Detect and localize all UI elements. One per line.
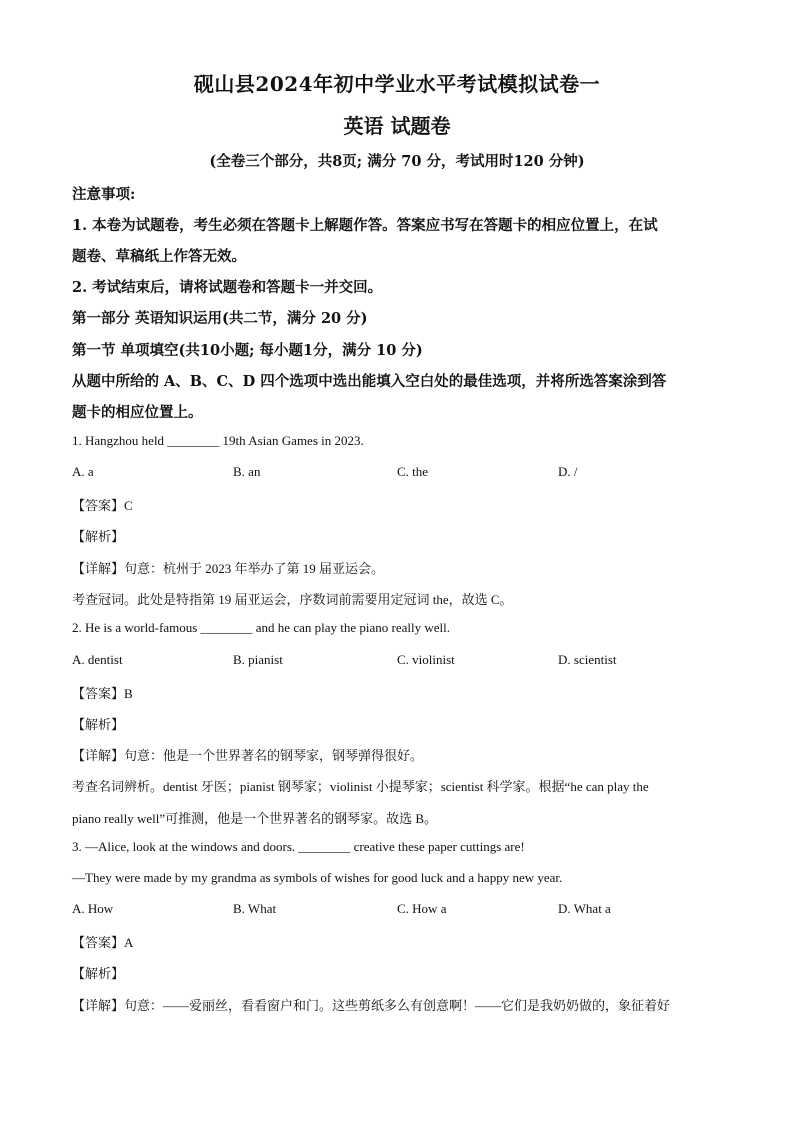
question-3-detail: 【详解】句意：——爱丽丝，看看窗户和门。这些剪纸多么有创意啊！——它们是我奶奶做的，象征着好 bbox=[72, 998, 671, 1013]
question-2-explanation-line-2: piano really well”可推测，他是一个世界著名的钢琴家。故选 B。 bbox=[72, 811, 438, 826]
question-2-option-c: C. violinist bbox=[397, 652, 455, 667]
part-1-heading: 第一部分 英语知识运用(共二节，满分 20 分) bbox=[72, 310, 368, 327]
question-3-stem-line-1: 3. —Alice, look at the windows and doors. ________ creative these paper cuttings are! bbox=[72, 839, 525, 854]
question-2-explanation-line-1: 考查名词辨析。dentist 牙医；pianist 钢琴家；violinist 小提琴家；scientist 科学家。根据“he can play the bbox=[72, 779, 649, 794]
question-1-option-d: D. / bbox=[558, 464, 578, 479]
exam-info: (全卷三个部分，共8页; 满分 70 分，考试用时120 分钟) bbox=[209, 153, 585, 170]
notice-heading: 注意事项: bbox=[72, 186, 136, 203]
instruction-line-2: 题卡的相应位置上。 bbox=[72, 404, 203, 421]
question-2-stem: 2. He is a world-famous ________ and he can play the piano really well. bbox=[72, 620, 450, 635]
question-1-option-b: B. an bbox=[233, 464, 261, 479]
question-2-option-a: A. dentist bbox=[72, 652, 123, 667]
question-3-option-b: B. What bbox=[233, 901, 277, 916]
question-1-explanation: 考查冠词。此处是特指第 19 届亚运会，序数词前需要用定冠词 the，故选 C。 bbox=[72, 592, 513, 607]
exam-title: 砚山县2024年初中学业水平考试模拟试卷一 bbox=[193, 72, 601, 96]
question-3-answer: 【答案】A bbox=[72, 935, 134, 950]
question-1-option-c: C. the bbox=[397, 464, 429, 479]
question-3-option-a: A. How bbox=[72, 901, 114, 916]
question-3-analysis: 【解析】 bbox=[72, 966, 125, 981]
question-3-option-c: C. How a bbox=[397, 901, 447, 916]
question-1-answer: 【答案】C bbox=[72, 498, 133, 513]
notice-item-1-line-2: 题卷、草稿纸上作答无效。 bbox=[72, 248, 246, 265]
question-1-stem: 1. Hangzhou held ________ 19th Asian Games in 2023. bbox=[72, 433, 364, 448]
question-2-detail: 【详解】句意：他是一个世界著名的钢琴家，钢琴弹得很好。 bbox=[72, 748, 424, 763]
question-3-stem-line-2: —They were made by my grandma as symbols of wishes for good luck and a happy new year. bbox=[72, 870, 563, 885]
instruction-line-1: 从题中所给的 A、B、C、D 四个选项中选出能填入空白处的最佳选项，并将所选答案涂到答 bbox=[72, 373, 667, 390]
question-2-analysis: 【解析】 bbox=[72, 717, 125, 732]
notice-item-2: 2. 考试结束后，请将试题卷和答题卡一并交回。 bbox=[72, 279, 383, 296]
question-2-answer: 【答案】B bbox=[72, 686, 133, 701]
question-3-option-d: D. What a bbox=[558, 901, 611, 916]
question-1-option-a: A. a bbox=[72, 464, 94, 479]
question-2-option-d: D. scientist bbox=[558, 652, 617, 667]
exam-subtitle: 英语 试题卷 bbox=[343, 114, 451, 138]
question-1-analysis: 【解析】 bbox=[72, 529, 125, 544]
question-2-option-b: B. pianist bbox=[233, 652, 283, 667]
notice-item-1-line-1: 1. 本卷为试题卷，考生必须在答题卡上解题作答。答案应书写在答题卡的相应位置上，在试 bbox=[72, 217, 658, 234]
section-1-heading: 第一节 单项填空(共10小题; 每小题1分，满分 10 分) bbox=[72, 342, 423, 359]
question-1-detail: 【详解】句意：杭州于 2023 年举办了第 19 届亚运会。 bbox=[72, 561, 385, 576]
